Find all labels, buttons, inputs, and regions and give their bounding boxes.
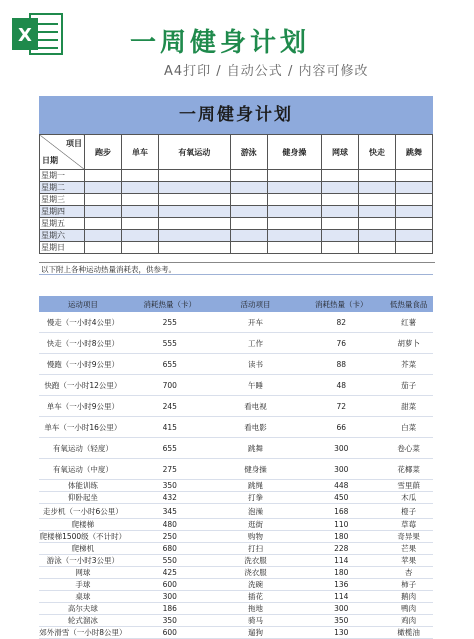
calorie-row: [39, 603, 433, 615]
calorie-cell: 泡澡: [213, 504, 299, 519]
calorie-cell: 芒果: [384, 543, 433, 555]
calorie-cell: 72: [298, 396, 384, 417]
plan-row: [40, 206, 433, 218]
day-cell[interactable]: 星期三: [40, 194, 85, 206]
calorie-cell: 480: [127, 519, 213, 531]
plan-row: [40, 218, 433, 230]
plan-cell[interactable]: [158, 170, 230, 182]
plan-cell[interactable]: [158, 242, 230, 254]
calorie-cell: 走步机（一小时6公里）: [39, 504, 127, 519]
calorie-row: [39, 480, 433, 492]
calorie-cell: 郊外滑雪（一小时8公里）: [39, 628, 127, 637]
plan-cell[interactable]: [395, 230, 432, 242]
calorie-cell: 425: [127, 567, 213, 579]
calorie-cell: 桌球: [39, 591, 127, 603]
calorie-cell: 爬楼梯1500级（不计时）: [39, 532, 127, 541]
plan-cell[interactable]: [359, 242, 396, 254]
calorie-cell: 茄子: [384, 375, 433, 396]
calorie-cell: 415: [127, 417, 213, 438]
calorie-cell: 114: [298, 555, 384, 567]
col-header: 健身操: [267, 135, 321, 170]
plan-cell[interactable]: [121, 206, 158, 218]
calorie-cell: 168: [298, 504, 384, 519]
calorie-cell: 洗碗: [213, 579, 299, 591]
calorie-cell: 洗衣服: [213, 555, 299, 567]
plan-cell[interactable]: [230, 242, 267, 254]
calorie-cell: 345: [127, 504, 213, 519]
corner-bottom-label: 日期: [42, 156, 58, 165]
calorie-header-row: [39, 296, 433, 312]
calorie-row: [39, 333, 433, 354]
calorie-cell: 逛街: [213, 519, 299, 531]
plan-cell[interactable]: [230, 194, 267, 206]
plan-cell[interactable]: [121, 242, 158, 254]
plan-body: [40, 170, 433, 254]
plan-cell[interactable]: [267, 182, 321, 194]
calorie-cell: 草莓: [384, 519, 433, 531]
svg-text:X: X: [18, 25, 32, 46]
plan-cell[interactable]: [85, 218, 122, 230]
plan-cell[interactable]: [322, 242, 359, 254]
plan-cell[interactable]: [267, 170, 321, 182]
calorie-cell: 柿子: [384, 579, 433, 591]
col-header: 快走: [359, 135, 396, 170]
calorie-cell: 655: [127, 438, 213, 459]
sheet-title: 一周健身计划: [179, 105, 293, 125]
plan-cell[interactable]: [85, 230, 122, 242]
calorie-cell: 450: [298, 492, 384, 504]
calorie-row: [39, 375, 433, 396]
calorie-row: [39, 555, 433, 567]
calorie-cell: 网球: [39, 567, 127, 579]
plan-cell[interactable]: [121, 218, 158, 230]
spreadsheet: [39, 96, 433, 637]
plan-cell[interactable]: [359, 170, 396, 182]
cal-header: 运动项目: [39, 296, 127, 312]
calorie-cell: 花椰菜: [384, 459, 433, 480]
calorie-cell: 鹅肉: [384, 591, 433, 603]
plan-cell[interactable]: [359, 218, 396, 230]
calorie-row: [39, 312, 433, 333]
plan-row: [40, 170, 433, 182]
calorie-cell: 雪里蕻: [384, 480, 433, 492]
calorie-row: [39, 543, 433, 555]
calorie-cell: 跳舞: [213, 438, 299, 459]
calorie-cell: 爬梯机: [39, 543, 127, 555]
calorie-body: [39, 312, 433, 639]
calorie-cell: 单车（一小时16公里）: [39, 417, 127, 438]
day-cell[interactable]: 星期六: [40, 230, 85, 242]
calorie-cell: 高尔夫球: [39, 603, 127, 615]
calorie-row: [39, 459, 433, 480]
calorie-row: [39, 579, 433, 591]
plan-cell[interactable]: [85, 182, 122, 194]
col-header: 跑步: [85, 135, 122, 170]
calorie-row: [39, 396, 433, 417]
calorie-cell: 卷心菜: [384, 438, 433, 459]
calorie-cell: 爬楼梯: [39, 519, 127, 531]
plan-cell[interactable]: [121, 170, 158, 182]
calorie-cell: 300: [298, 603, 384, 615]
plan-cell[interactable]: [158, 194, 230, 206]
calorie-cell: 看电影: [213, 417, 299, 438]
plan-cell[interactable]: [395, 242, 432, 254]
calorie-row: [39, 567, 433, 579]
calorie-cell: 300: [298, 459, 384, 480]
calorie-row: [39, 438, 433, 459]
day-cell[interactable]: 星期五: [40, 218, 85, 230]
plan-cell[interactable]: [359, 206, 396, 218]
calorie-row: [39, 504, 433, 519]
day-cell[interactable]: 星期二: [40, 182, 85, 194]
calorie-cell: 胡萝卜: [384, 333, 433, 354]
plan-cell[interactable]: [359, 194, 396, 206]
col-header: 网球: [322, 135, 359, 170]
plan-cell[interactable]: [322, 206, 359, 218]
calorie-cell: 体能训练: [39, 480, 127, 492]
calorie-cell: 228: [298, 543, 384, 555]
calorie-cell: 114: [298, 591, 384, 603]
excel-icon: [10, 12, 64, 56]
calorie-cell: 橙子: [384, 504, 433, 519]
calorie-cell: 110: [298, 519, 384, 531]
calorie-cell: 有氧运动（轻度）: [39, 438, 127, 459]
col-header: 单车: [121, 135, 158, 170]
cal-header: 消耗热量（卡）: [298, 296, 384, 312]
calorie-cell: 快跑（一小时12公里）: [39, 375, 127, 396]
calorie-cell: 250: [127, 531, 213, 543]
calorie-cell: 看电视: [213, 396, 299, 417]
cal-header: 活动项目: [213, 296, 299, 312]
plan-row: [40, 230, 433, 242]
calorie-cell: 浇衣服: [213, 567, 299, 579]
plan-header-row: [40, 135, 433, 170]
plan-cell[interactable]: [267, 218, 321, 230]
col-header: 游泳: [230, 135, 267, 170]
calorie-cell: 700: [127, 375, 213, 396]
page-subtitle: A4打印 / 自动公式 / 内容可修改: [164, 64, 369, 79]
calorie-cell: 350: [127, 480, 213, 492]
calorie-row: [39, 354, 433, 375]
day-cell[interactable]: 星期一: [40, 170, 85, 182]
plan-cell[interactable]: [121, 182, 158, 194]
plan-cell[interactable]: [359, 230, 396, 242]
calorie-cell: 插花: [213, 591, 299, 603]
calorie-cell: 慢跑（一小时9公里）: [39, 354, 127, 375]
sheet-title-bar: [39, 96, 433, 135]
calorie-cell: 76: [298, 333, 384, 354]
calorie-cell: 跳绳: [213, 480, 299, 492]
calorie-cell: 66: [298, 417, 384, 438]
divider: [39, 274, 433, 275]
calorie-cell: 鸭肉: [384, 603, 433, 615]
day-cell[interactable]: 星期日: [40, 242, 85, 254]
calorie-cell: 350: [127, 615, 213, 627]
calorie-cell: 苹果: [384, 555, 433, 567]
calorie-cell: 慢走（一小时4公里）: [39, 312, 127, 333]
calorie-cell: 300: [298, 438, 384, 459]
calorie-cell: 680: [127, 543, 213, 555]
calorie-cell: 芥菜: [384, 354, 433, 375]
calorie-cell: 手球: [39, 579, 127, 591]
page-header: [0, 0, 474, 86]
calorie-row: [39, 615, 433, 627]
plan-row: [40, 182, 433, 194]
plan-cell[interactable]: [267, 206, 321, 218]
calorie-cell: 开车: [213, 312, 299, 333]
plan-cell[interactable]: [322, 218, 359, 230]
calorie-cell: 橄榄油: [384, 627, 433, 639]
calorie-cell: 打拳: [213, 492, 299, 504]
plan-cell[interactable]: [322, 170, 359, 182]
calorie-cell: 读书: [213, 354, 299, 375]
plan-cell[interactable]: [359, 182, 396, 194]
calorie-cell: 工作: [213, 333, 299, 354]
plan-cell[interactable]: [158, 230, 230, 242]
calorie-row: [39, 492, 433, 504]
plan-cell[interactable]: [230, 218, 267, 230]
calorie-cell: 杏: [384, 567, 433, 579]
calorie-cell: 48: [298, 375, 384, 396]
calorie-cell: 432: [127, 492, 213, 504]
calorie-cell: 600: [127, 579, 213, 591]
plan-cell[interactable]: [395, 182, 432, 194]
calorie-cell: 448: [298, 480, 384, 492]
calorie-cell: 186: [127, 603, 213, 615]
calorie-cell: 鸡肉: [384, 615, 433, 627]
calorie-cell: 555: [127, 333, 213, 354]
plan-cell[interactable]: [322, 194, 359, 206]
calorie-cell: 拖地: [213, 603, 299, 615]
plan-cell[interactable]: [395, 206, 432, 218]
calorie-row: [39, 627, 433, 639]
plan-row: [40, 242, 433, 254]
plan-cell[interactable]: [322, 230, 359, 242]
plan-cell[interactable]: [85, 242, 122, 254]
col-header: 跳舞: [395, 135, 432, 170]
plan-cell[interactable]: [395, 170, 432, 182]
calorie-cell: 245: [127, 396, 213, 417]
calorie-cell: 82: [298, 312, 384, 333]
calorie-cell: 甜菜: [384, 396, 433, 417]
col-header: 有氧运动: [158, 135, 230, 170]
plan-cell[interactable]: [230, 182, 267, 194]
calorie-cell: 255: [127, 312, 213, 333]
plan-cell[interactable]: [158, 218, 230, 230]
plan-cell[interactable]: [85, 206, 122, 218]
calorie-cell: 奇异果: [384, 531, 433, 543]
reference-note: 以下附上各种运动热量消耗表，供参考。: [39, 262, 435, 275]
calorie-row: [39, 591, 433, 603]
calorie-table: [39, 296, 433, 639]
calorie-cell: 白菜: [384, 417, 433, 438]
calorie-cell: 健身操: [213, 459, 299, 480]
calorie-cell: 有氧运动（中度）: [39, 459, 127, 480]
calorie-cell: 单车（一小时9公里）: [39, 396, 127, 417]
calorie-cell: 180: [298, 567, 384, 579]
calorie-cell: 轮式溜冰: [39, 615, 127, 627]
plan-cell[interactable]: [121, 230, 158, 242]
calorie-cell: 快走（一小时8公里）: [39, 333, 127, 354]
calorie-cell: 275: [127, 459, 213, 480]
plan-cell[interactable]: [395, 194, 432, 206]
day-cell[interactable]: 星期四: [40, 206, 85, 218]
calorie-cell: 180: [298, 531, 384, 543]
plan-row: [40, 194, 433, 206]
calorie-cell: 购物: [213, 531, 299, 543]
calorie-cell: 88: [298, 354, 384, 375]
calorie-cell: 红薯: [384, 312, 433, 333]
calorie-cell: 130: [298, 627, 384, 639]
calorie-cell: 550: [127, 555, 213, 567]
calorie-cell: 骑马: [213, 615, 299, 627]
plan-cell[interactable]: [230, 170, 267, 182]
corner-cell: [40, 135, 85, 170]
calorie-cell: 游泳（一小时3公里）: [39, 555, 127, 567]
calorie-cell: 木瓜: [384, 492, 433, 504]
cal-header: 低热量食品: [384, 296, 433, 312]
plan-cell[interactable]: [158, 182, 230, 194]
corner-top-label: 项目: [66, 139, 82, 148]
page-title: 一周健身计划: [130, 28, 311, 58]
plan-cell[interactable]: [230, 230, 267, 242]
plan-cell[interactable]: [121, 194, 158, 206]
plan-cell[interactable]: [267, 230, 321, 242]
plan-cell[interactable]: [267, 242, 321, 254]
calorie-cell: 600: [127, 627, 213, 639]
calorie-cell: 仰卧起坐: [39, 492, 127, 504]
plan-cell[interactable]: [322, 182, 359, 194]
calorie-cell: 午睡: [213, 375, 299, 396]
cal-header: 消耗热量（卡）: [127, 296, 213, 312]
plan-cell[interactable]: [85, 170, 122, 182]
calorie-cell: 300: [127, 591, 213, 603]
calorie-cell: 350: [298, 615, 384, 627]
plan-cell[interactable]: [230, 206, 267, 218]
plan-cell[interactable]: [395, 218, 432, 230]
calorie-row: [39, 417, 433, 438]
calorie-row: [39, 519, 433, 531]
calorie-cell: 136: [298, 579, 384, 591]
calorie-cell: 655: [127, 354, 213, 375]
calorie-cell: 遛狗: [213, 627, 299, 639]
calorie-row: [39, 531, 433, 543]
plan-cell[interactable]: [267, 194, 321, 206]
calorie-cell: 打扫: [213, 543, 299, 555]
weekly-plan-table: [39, 134, 433, 254]
plan-cell[interactable]: [158, 206, 230, 218]
plan-cell[interactable]: [85, 194, 122, 206]
